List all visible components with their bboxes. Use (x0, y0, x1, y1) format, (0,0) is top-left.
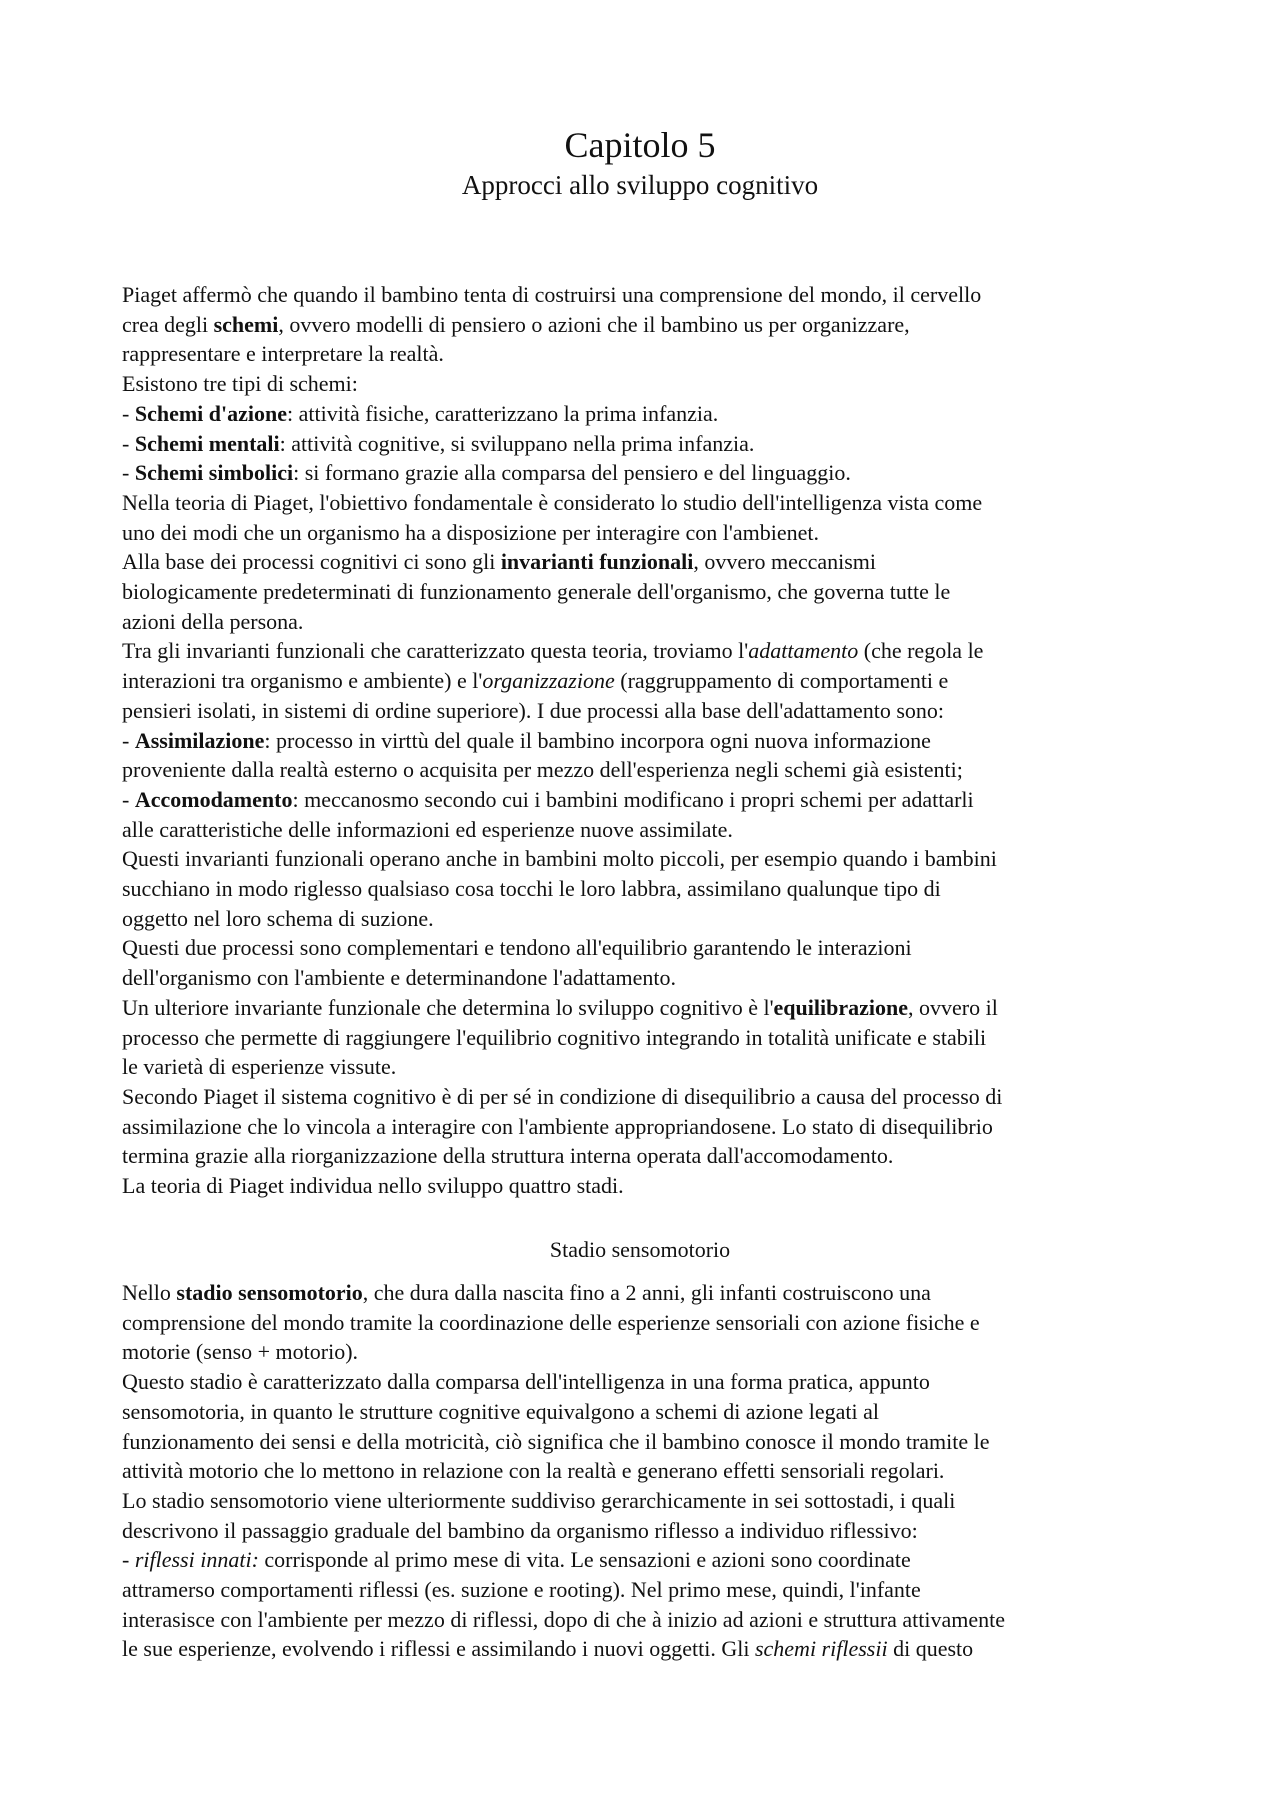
italic-term: schemi riflessii (754, 1636, 888, 1662)
text-run: - (122, 460, 135, 486)
text-run: attramerso comportamenti riflessi (es. suzione e rooting). Nel primo mese, quindi, l'infante (122, 1577, 921, 1603)
text-run: azioni della persona. (122, 608, 304, 634)
text-run: Nella teoria di Piaget, l'obiettivo fondamentale è considerato lo studio dell'intelligenza vista come (122, 489, 983, 515)
text-line (122, 547, 1182, 577)
text-run: , ovvero il (908, 994, 998, 1020)
text-run: processo che permette di raggiungere l'equilibrio cognitivo integrando in totalità unificate e stabili (122, 1024, 987, 1050)
text-run: comprensione del mondo tramite la coordinazione delle esperienze sensoriali con azione fisiche e (122, 1309, 980, 1335)
text-line (122, 874, 1182, 904)
text-line (122, 755, 1182, 785)
bold-term: Accomodamento (134, 786, 293, 812)
text-run: Esistono tre tipi di schemi: (122, 371, 358, 397)
text-run: : attività cognitive, si sviluppano nella prima infanzia. (279, 430, 755, 456)
text-run: Secondo Piaget il sistema cognitivo è di per sé in condizione di disequilibrio a causa del processo di (122, 1083, 1003, 1109)
text-line (122, 1337, 1182, 1367)
bold-term: equilibrazione (773, 994, 908, 1020)
text-line (122, 904, 1182, 934)
text-run: - (122, 1547, 135, 1573)
text-line (122, 1427, 1182, 1457)
text-run: (raggruppamento di comportamenti e (614, 668, 949, 694)
text-line (122, 369, 1182, 399)
text-run: La teoria di Piaget individua nello sviluppo quattro stadi. (122, 1173, 624, 1199)
text-line (122, 458, 1182, 488)
text-line (122, 815, 1182, 845)
text-run: le varietà di esperienze vissute. (122, 1054, 397, 1080)
text-line (122, 1486, 1182, 1516)
text-run: : processo in virttù del quale il bambino incorpora ogni nuova informazione (264, 727, 931, 753)
text-line (122, 1112, 1182, 1142)
text-run: Piaget affermò che quando il bambino tenta di costruirsi una comprensione del mondo, il cervello (122, 282, 982, 307)
text-run: Questi invarianti funzionali operano anche in bambini molto piccoli, per esempio quando i bambini (122, 846, 997, 872)
text-run: - (122, 786, 135, 812)
text-line (122, 1308, 1182, 1338)
text-run: dell'organismo con l'ambiente e determinandone l'adattamento. (122, 965, 676, 991)
text-line (122, 1634, 1182, 1664)
text-line (122, 429, 1182, 459)
bold-term: Schemi mentali (134, 430, 280, 456)
text-run: attività motorio che lo mettono in relazione con la realtà e generano effetti sensoriali regolari. (122, 1458, 945, 1484)
text-line (122, 666, 1182, 696)
text-run: succhiano in modo riglesso qualsiaso cosa tocchi le loro labbra, assimilano qualunque tipo di (122, 876, 941, 902)
text-run: : si formano grazie alla comparsa del pensiero e del linguaggio. (293, 460, 851, 486)
text-line (122, 993, 1182, 1023)
text-run: interasisce con l'ambiente per mezzo di riflessi, dopo di che à inizio ad azioni e struttura attivamente (122, 1606, 1006, 1632)
text-line (122, 636, 1182, 666)
text-run: uno dei modi che un organismo ha a disposizione per interagire con l'ambienet. (122, 519, 819, 545)
text-line (122, 1052, 1182, 1082)
text-run: crea degli (122, 311, 214, 337)
bold-term: stadio sensomotorio (176, 1280, 363, 1305)
text-line (122, 310, 1182, 340)
text-run: descrivono il passaggio graduale del bambino da organismo riflesso a individuo riflessivo: (122, 1517, 918, 1543)
text-run: funzionamento dei sensi e della motricità, ciò significa che il bambino conosce il mondo tramite le (122, 1428, 990, 1454)
text-run: Alla base dei processi cognitivi ci sono gli (122, 549, 501, 575)
text-run: - (122, 400, 135, 426)
text-line (122, 1575, 1182, 1605)
text-run: Un ulteriore invariante funzionale che determina lo sviluppo cognitivo è l' (122, 994, 774, 1020)
text-line (122, 488, 1182, 518)
text-line (122, 339, 1182, 369)
text-run: (che regola le (858, 638, 984, 664)
text-run: Lo stadio sensomotorio viene ulteriormente suddiviso gerarchicamente in sei sottostadi, i quali (122, 1487, 956, 1513)
section-heading: Stadio sensomotorio (549, 1237, 731, 1262)
body-text-sensorimotor (122, 1278, 1182, 1664)
text-run: assimilazione che lo vincola a interagire con l'ambiente appropriandosene. Lo stato di disequilibrio (122, 1113, 993, 1139)
bold-term: schemi (213, 311, 279, 337)
text-run: pensieri isolati, in sistemi di ordine superiore). I due processi alla base dell'adattamento sono: (122, 697, 945, 723)
bold-term: invarianti funzionali (500, 549, 694, 575)
body-text-intro (122, 280, 1182, 1201)
text-line (122, 963, 1182, 993)
text-line (122, 1082, 1182, 1112)
text-run: proveniente dalla realtà esterno o acquisita per mezzo dell'esperienza negli schemi già esistenti; (122, 757, 963, 783)
text-run: biologicamente predeterminati di funzionamento generale dell'organismo, che governa tutte le (122, 579, 951, 605)
text-line (122, 518, 1182, 548)
text-run: - (122, 727, 135, 753)
text-line (122, 1141, 1182, 1171)
text-run: interazioni tra organismo e ambiente) e l' (122, 668, 483, 694)
text-run: corrisponde al primo mese di vita. Le sensazioni e azioni sono coordinate (258, 1547, 911, 1573)
text-line (122, 607, 1182, 637)
text-line (122, 1023, 1182, 1053)
text-line (122, 280, 1182, 310)
text-line (122, 577, 1182, 607)
text-run: - (122, 430, 135, 456)
text-line (122, 844, 1182, 874)
italic-term: organizzazione (482, 668, 615, 694)
text-line (122, 1605, 1182, 1635)
text-run: : attività fisiche, caratterizzano la prima infanzia. (287, 400, 719, 426)
text-run: , ovvero meccanismi (693, 549, 877, 575)
text-run: alle caratteristiche delle informazioni ed esperienze nuove assimilate. (122, 816, 733, 842)
text-run: le sue esperienze, evolvendo i riflessi e assimilando i nuovi oggetti. Gli (122, 1636, 755, 1662)
text-run: Nello (122, 1280, 177, 1305)
text-line (122, 399, 1182, 429)
text-run: termina grazie alla riorganizzazione della struttura interna operata dall'accomodamento. (122, 1143, 894, 1169)
text-run: , che dura dalla nascita fino a 2 anni, gli infanti costruiscono una (362, 1280, 931, 1305)
bold-term: Schemi simbolici (134, 460, 294, 486)
text-run: , ovvero modelli di pensiero o azioni che il bambino us per organizzare, (278, 311, 910, 337)
text-line (122, 1397, 1182, 1427)
text-run: Questo stadio è caratterizzato dalla comparsa dell'intelligenza in una forma pratica, appunto (122, 1369, 930, 1395)
text-line (122, 1516, 1182, 1546)
text-line (122, 696, 1182, 726)
text-line (122, 785, 1182, 815)
text-run: : meccanosmo secondo cui i bambini modificano i propri schemi per adattarli (292, 786, 974, 812)
text-line (122, 1456, 1182, 1486)
italic-term: adattamento (748, 638, 859, 664)
text-line (122, 1545, 1182, 1575)
text-line (122, 1367, 1182, 1397)
bold-term: Schemi d'azione (134, 400, 287, 426)
italic-term: riflessi innati: (134, 1547, 259, 1573)
chapter-title: Capitolo 5 (564, 125, 716, 165)
text-line (122, 1278, 1182, 1308)
text-run: Questi due processi sono complementari e tendono all'equilibrio garantendo le interazioni (122, 935, 912, 961)
text-run: sensomotoria, in quanto le strutture cognitive equivalgono a schemi di azione legati al (122, 1398, 879, 1424)
text-run: rappresentare e interpretare la realtà. (122, 341, 444, 367)
text-line (122, 1171, 1182, 1201)
text-line (122, 933, 1182, 963)
bold-term: Assimilazione (134, 727, 265, 753)
chapter-subtitle: Approcci allo sviluppo cognitivo (461, 170, 819, 200)
text-run: motorie (senso + motorio). (122, 1339, 359, 1365)
text-run: Tra gli invarianti funzionali che caratterizzato questa teoria, troviamo l' (122, 638, 749, 664)
text-run: di questo (887, 1636, 974, 1662)
text-line (122, 726, 1182, 756)
text-run: oggetto nel loro schema di suzione. (122, 905, 434, 931)
